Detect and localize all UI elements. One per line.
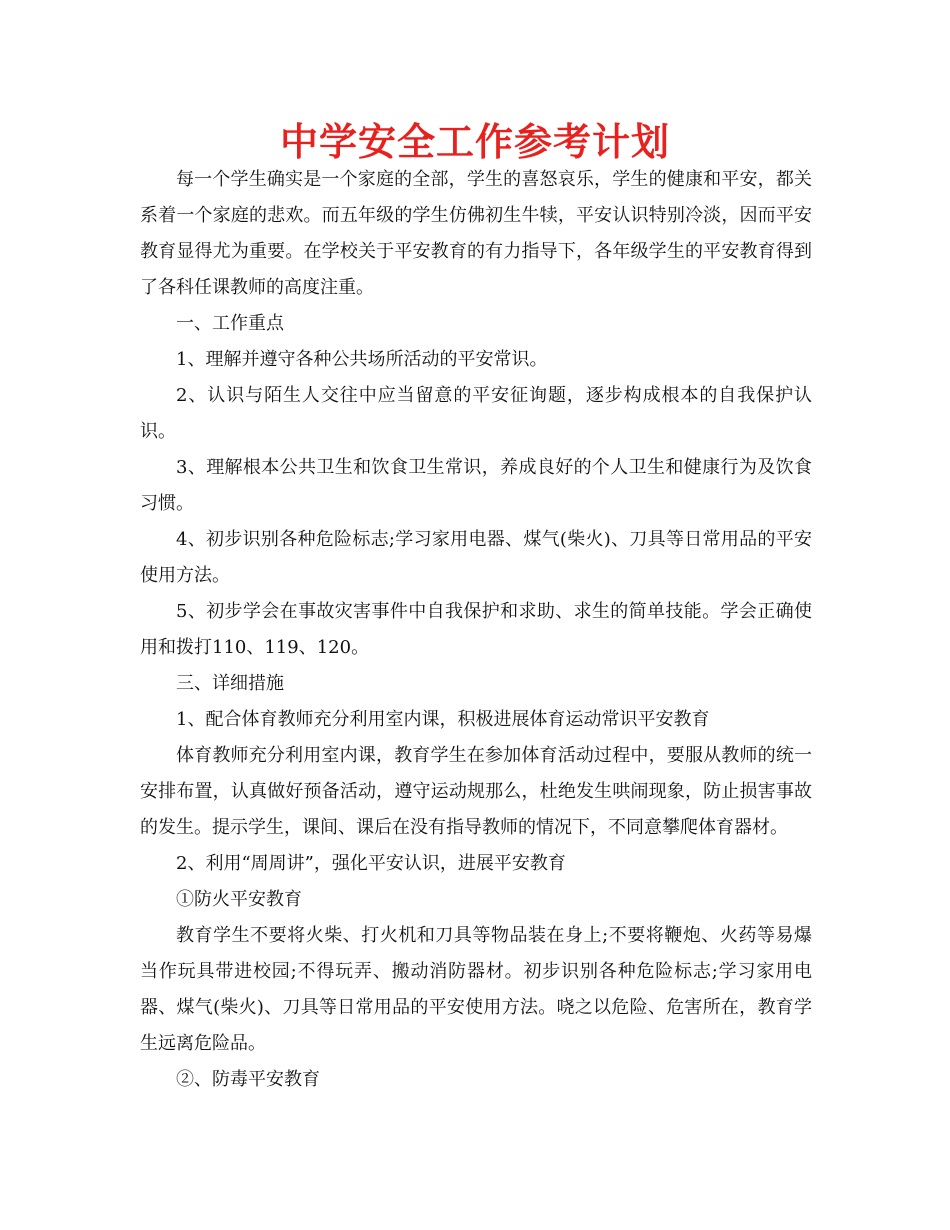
- list-item-1: 1、理解并遵守各种公共场所活动的平安常识。: [176, 349, 548, 370]
- section-heading-work-focus: 一、工作重点: [176, 313, 284, 334]
- measure-2-heading: 2、利用“周周讲”，强化平安认识，进展平安教育: [176, 853, 566, 874]
- fire-safety-body: 教育学生不要将火柴、打火机和刀具等物品装在身上;不要将鞭炮、火药等易爆当作玩具带进校园;不得玩弄、搬动消防器材。初步识别各种危险标志;学习家用电器、煤气(柴火)、刀具等日常用品的平安使用方法。哓之以危险、危害所在，教育学生远离危险品。: [140, 925, 812, 1054]
- list-item-3: 3、理解根本公共卫生和饮食卫生常识，养成良好的个人卫生和健康行为及饮食习惯。: [140, 457, 812, 514]
- list-item-4: 4、初步识别各种危险标志;学习家用电器、煤气(柴火)、刀具等日常用品的平安使用方法。: [140, 529, 812, 586]
- measure-1-heading: 1、配合体育教师充分利用室内课，积极进展体育运动常识平安教育: [176, 709, 710, 730]
- sub-heading-poison-safety: ②、防毒平安教育: [176, 1069, 320, 1090]
- paragraph-intro: 每一个学生确实是一个家庭的全部，学生的喜怒哀乐，学生的健康和平安，都关系着一个家庭的悲欢。而五年级的学生仿佛初生牛犊，平安认识特别冷淡，因而平安教育显得尤为重要。在学校关于平安教育的有力指导下，各年级学生的平安教育得到了各科任课教师的高度注重。: [140, 169, 812, 298]
- measure-1-body: 体育教师充分利用室内课，教育学生在参加体育活动过程中，要服从教师的统一安排布置，认真做好预备活动，遵守运动规那么，杜绝发生哄闹现象，防止损害事故的发生。提示学生，课间、课后在没有指导教师的情况下，不同意攀爬体育器材。: [140, 745, 812, 838]
- document-body: [140, 162, 812, 1098]
- list-item-5: 5、初步学会在事故灾害事件中自我保护和求助、求生的简单技能。学会正确使用和拨打110、119、120。: [140, 601, 812, 658]
- section-heading-measures: 三、详细措施: [176, 673, 284, 694]
- document-title: 中学安全工作参考计划: [279, 120, 670, 164]
- list-item-2: 2、认识与陌生人交往中应当留意的平安征询题，逐步构成根本的自我保护认识。: [140, 385, 812, 442]
- sub-heading-fire-safety: ①防火平安教育: [176, 889, 302, 910]
